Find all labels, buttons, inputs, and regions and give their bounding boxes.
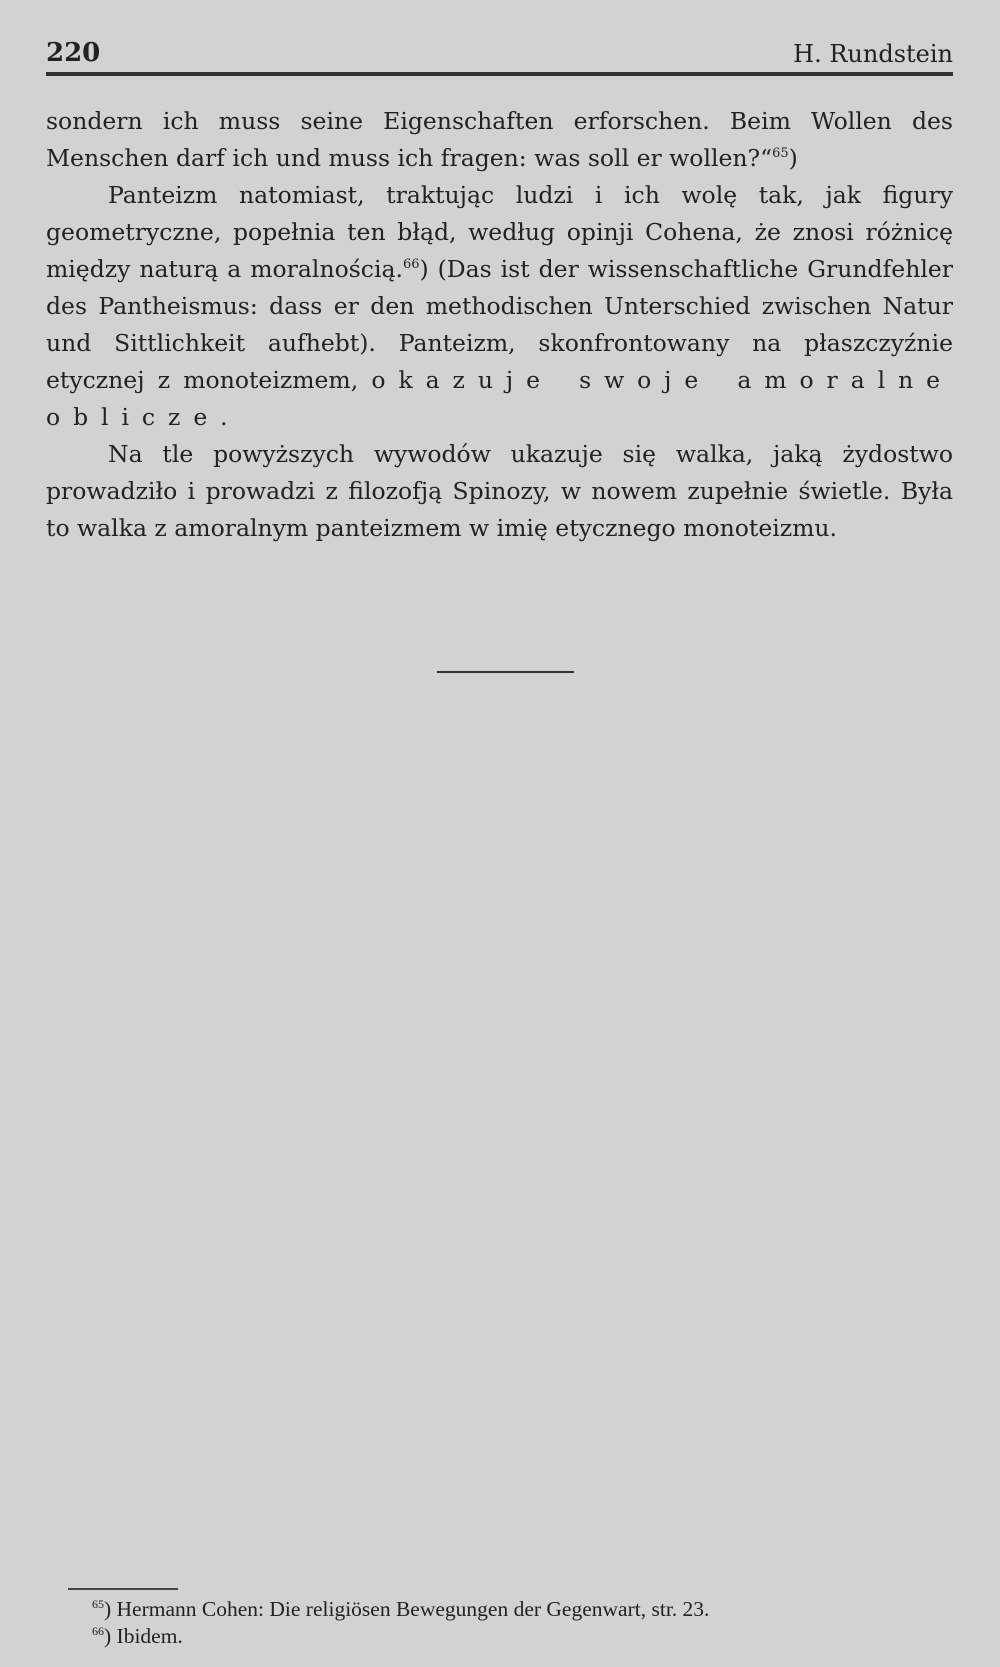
paragraph-2-middle: ) (Das ist der wissenschaftliche Grundfehler des Pantheismus: dass er den methodischen Unterschied zwischen Natur und Sittlichkeit aufhebt). Panteizm, skonfrontowany na płaszczyźnie etycznej z monoteizmem, (46, 255, 953, 394)
page-number: 220 (46, 38, 101, 68)
footnote-rule (68, 1588, 178, 1590)
section-end-rule (437, 671, 574, 673)
footnote-66 (92, 1623, 952, 1650)
main-text (46, 103, 953, 547)
footnotes (92, 1596, 952, 1650)
footnote-ref-65[interactable]: 65 (772, 146, 789, 161)
footnote-text: ) Ibidem. (104, 1624, 183, 1648)
paragraph-1-text: sondern ich muss seine Eigenschaften erforschen. Beim Wollen des Menschen darf ich und muss ich fragen: was soll er wollen?“ (46, 107, 953, 172)
running-head: H. Rundstein (793, 40, 953, 68)
footnote-number: 66 (92, 1624, 104, 1638)
paragraph-2-text: Panteizm natomiast, traktując ludzi i ich wolę tak, jak figury geometryczne, popełnia ten błąd, według opinji Cohena, że znosi różnicę między naturą a moralnością. (46, 181, 953, 283)
emphasized-phrase: okazuje swoje amoralne oblicze (46, 366, 953, 431)
paragraph-2 (46, 177, 953, 436)
header-rule (46, 72, 953, 76)
footnote-number: 65 (92, 1597, 104, 1611)
page-header (46, 38, 953, 68)
footnote-ref-66[interactable]: 66 (402, 257, 420, 272)
paragraph-3: Na tle powyższych wywodów ukazuje się walka, jaką żydostwo prowadziło i prowadzi z filozofją Spinozy, w nowem zupełnie świetle. Była to walka z amoralnym panteizmem w imię etycznego monoteizmu. (46, 440, 953, 542)
footnote-text: ) Hermann Cohen: Die religiösen Bewegungen der Gegenwart, str. 23. (104, 1597, 710, 1621)
footnote-65 (92, 1596, 952, 1623)
paragraph-1 (46, 103, 953, 177)
paragraph-2-end: . (220, 403, 228, 431)
paragraph-1-tail: ) (788, 144, 798, 172)
